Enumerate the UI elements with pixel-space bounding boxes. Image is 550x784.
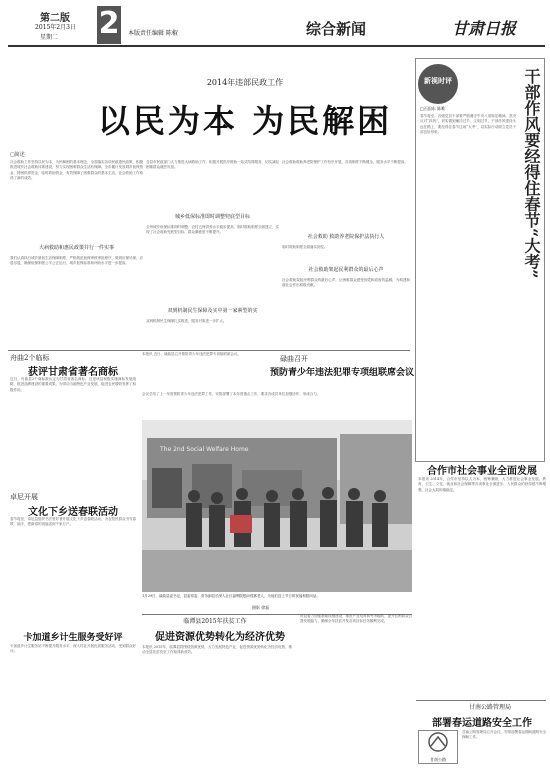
- lead-subhead-3: 双到机制民生保障及实中第一家素型的实: [167, 308, 258, 314]
- highway-logo-text: 甘南公路: [430, 757, 446, 762]
- story2-headline: 获评甘肃省著名商标: [28, 367, 118, 378]
- edition-label: 第二版: [40, 13, 70, 24]
- lead-col-2: 各县市民政部门大力推进大病救助工作，积极开展医疗救助一站式结算服务，切实减轻困难群众就医负担。: [146, 160, 279, 170]
- story2-side: 本报讯 近日，碌曲县召开预防青少年违法犯罪专项组联席会议。: [142, 352, 241, 356]
- story8-kicker: 甘南公路管理局: [468, 704, 511, 711]
- lead-subhead-2: 城乡低保标准即时调整兜底型目标: [174, 214, 250, 220]
- lead-intro-label: □简述: [10, 152, 25, 158]
- lead-col-1b: 我们认真执行城乡最低生活保障制度，严格规范低保审核审批程序，做到应保尽保、应退尽退，确保低保制度公平公正运行，城乡低保标准和补助水平进一步提高。: [10, 256, 143, 266]
- commentary-body: 春节将至，各级党员干部要严格遵守中央八项规定精神，坚决反对“四风”，切实做到廉洁过节、文明过节。干部作风建设永远在路上，要经得住春节这场“大考”，以实际行动树立党员干部良好形象。: [420, 114, 516, 135]
- story4-body: 春节将至，卓尼县组织书法爱好者开展文化下乡送春联活动，为农牧民群众书写春联、福字，把新春的祝福送到千家万户。: [10, 517, 136, 527]
- photo-caption: 1月29日，碌曲县委书记，县委常委、常务副县长深入社区福利院慰问孤寡老人，为他们送上节日的祝福和慰问品。: [142, 594, 320, 598]
- section-title: 综合新闻: [306, 20, 367, 38]
- story2-body: 近日，舟曲县2个商标被认定为甘肃省著名商标，这是该县积极实施商标发展战略、推进品牌建设的重要成果，为带动当地特色产业发展、促进农民增收发挥了积极作用。: [10, 377, 136, 392]
- lead-kicker: 2014年违部民政工作: [206, 78, 284, 87]
- lead-col-1: 社会救助工作坚持以民为本、为民解困的基本理念，全面落实各项民政惠民政策，积极推进城乡社会救助体系建设，努力实现困难群众生活有保障。全年累计发放城乡低保资金、特困供养资金、临时救助资金，有效保障了困难群众的基本生活，社会救助工作取得了新的成效。: [10, 160, 143, 181]
- story7-headline: 促进资源优势转化为经济优势: [155, 632, 285, 643]
- story8-headline: 部署春运道路安全工作: [432, 718, 532, 729]
- lead-col-3b: 临时救助制度全面落实到位。: [282, 245, 328, 249]
- commentary-byline: □石国东 陈唯: [420, 106, 446, 111]
- story7-body-2: 该县着力加强基础设施建设，推进产业培育和劳务输转，提升贫困群众自我发展能力，确保全年扶贫开发各项目标任务顺利完成。: [300, 614, 412, 624]
- story5-headline: 合作市社会事业全面发展: [427, 466, 537, 477]
- newspaper-name: 甘肃日报: [452, 19, 517, 38]
- story7-kicker: 临潭县2015年扶贫工作: [183, 618, 247, 625]
- issue-weekday: 星期二: [40, 34, 59, 41]
- highway-logo: [418, 730, 458, 764]
- story4-kicker: 卓尼开展: [10, 493, 38, 501]
- commentary-title: 干部作风要经得住春节“大考”: [522, 68, 541, 279]
- lead-col-3c: 社会救助架起民利群众的最后心声，让困难群众感受到党和政府的温暖，为构建和谐社会作出积极贡献。: [282, 278, 410, 288]
- story8-body: 甘南公路管理局召开会议，安排部署春运期间道路安全保畅工作。: [462, 730, 546, 740]
- story7-body-1: 本报讯 2015年，临潭县将围绕资源优势，大力发展特色产业，促进资源优势转化为经济优势，推动全县扶贫攻坚工作取得新成效。: [142, 645, 292, 655]
- story5-body: 本报讯 2014年，合作市坚持以人为本、统筹兼顾，大力推进社会事业发展。教育、卫生、文化、就业和社会保障等各项事业全面进步，人民群众的获得感不断增强，社会大局和谐稳定。: [418, 477, 546, 492]
- photo-sign-text: The 2nd Social Welfare Home: [160, 446, 249, 453]
- story6-body: 卡加道乡计生服务站不断提升服务水平，深入村社开展优质服务活动，受到群众好评。: [10, 644, 136, 654]
- story3-headline: 预防青少年违法犯罪专项组联席会议: [270, 368, 415, 378]
- story3-kicker: 碌曲召开: [280, 355, 308, 363]
- page-number: 2: [98, 6, 120, 41]
- story3-body: 会议总结了上一年度预防青少年违法犯罪工作，安排部署了本年度重点工作，要求各成员单位加强协作、形成合力。: [142, 392, 321, 396]
- commentary-badge: 新视时评: [424, 76, 452, 85]
- lead-headline: 以民为本 为民解困: [97, 102, 393, 140]
- divider-story8: [416, 700, 546, 701]
- divider-lead: [8, 350, 410, 351]
- story4-headline: 文化下乡送春联活动: [28, 507, 118, 518]
- news-photo: [142, 420, 412, 592]
- editor-credit: 本版责任编辑 陈椒: [128, 30, 178, 37]
- lead-subhead-4: 社会救助 救助养老院保护法执行人: [307, 234, 385, 240]
- lead-col-2c: 双到机制民生保障扎实推进，服务对象进一步扩大。: [146, 319, 227, 323]
- photo-credit: 摄影 徐磊: [252, 605, 270, 610]
- lead-col-2b: 全州城乡低保标准即时调整，农村五保供养水平稳步提高，临时救助制度全面建立，实现了社会救助兜底型目标，群众满意度不断提升。: [146, 225, 279, 235]
- lead-subhead-5: 社会救助架起民利群众的最后心声: [308, 267, 384, 273]
- masthead-rule: [8, 45, 545, 47]
- lead-col-3: 社会救助救助养老院保护工作有序开展，各项制度不断健全，服务水平不断提高。: [282, 160, 408, 164]
- issue-date: 2015年2月3日: [35, 24, 76, 31]
- story6-headline: 卡加道乡计生服务受好评: [23, 633, 123, 643]
- story2-kicker: 舟曲2个临标: [10, 354, 50, 362]
- lead-subhead-1: 大病救助和惠民政策并行一件实事: [38, 245, 114, 251]
